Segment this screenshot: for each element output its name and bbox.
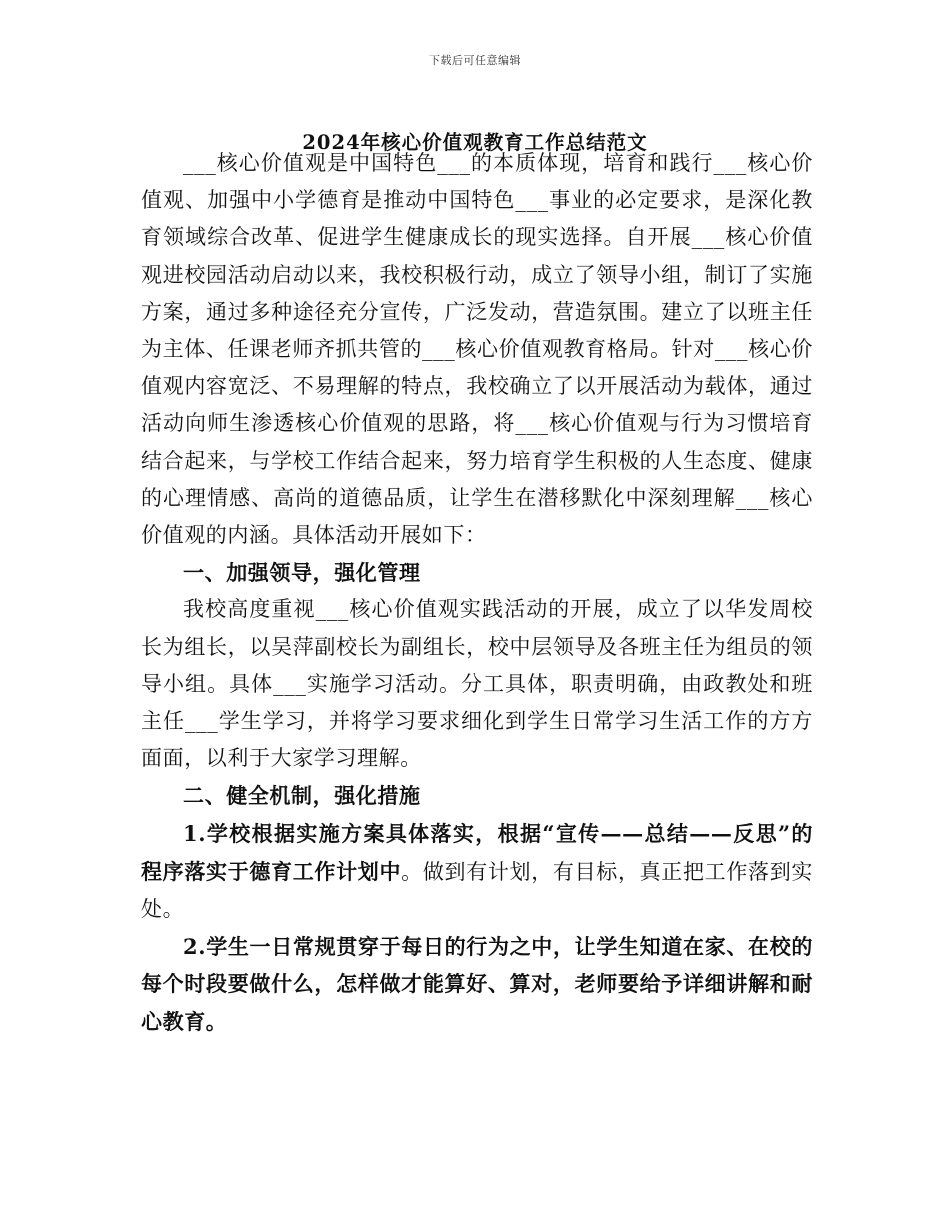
section2-item1 [141,815,813,929]
intro-paragraph: ___核心价值观是中国特色___的本质体现，培育和践行___核心价值观、加强中小学德育是推动中国特色___事业的必定要求，是深化教育领域综合改革、促进学生健康成长的现实选择。自开展___核心价值观进校园活动启动以来，我校积极行动，成立了领导小组，制订了实施方案，通过多种途径充分宣传，广泛发动，营造氛围。建立了以班主任为主体、任课老师齐抓共管的___核心价值观教育格局。针对___核心价值观内容宽泛、不易理解的特点，我校确立了以开展活动为载体，通过活动向师生渗透核心价值观的思路，将___核心价值观与行为习惯培育结合起来，与学校工作结合起来，努力培育学生积极的人生态度、健康的心理情感、高尚的道德品质，让学生在潜移默化中深刻理解___核心价值观的内涵。具体活动开展如下： [141,151,813,548]
section2-item1-lead: 1.学校根据实施方案具体落实，根据“宣传——总结——反思”的程序落实于德育工作计划中 [141,820,813,884]
section1-heading: 一、加强领导，强化管理 [183,560,421,586]
document-body [141,145,813,1040]
section1-paragraph: 我校高度重视___核心价值观实践活动的开展，成立了以华发周校长为组长，以吴萍副校长为副组长，校中层领导及各班主任为组员的领导小组。具体___实施学习活动。分工具体，职责明确，由政教处和班主任___学生学习，并将学习要求细化到学生日常学习生活工作的方方面面，以利于大家学习理解。 [141,597,813,771]
section2-item2: 2.学生一日常规贯穿于每日的行为之中，让学生知道在家、在校的每个时段要做什么，怎样做才能算好、算对，老师要给予详细讲解和耐心教育。 [141,934,813,1034]
header-note: 下载后可任意编辑 [429,54,521,67]
section2-heading: 二、健全机制，强化措施 [183,783,421,809]
section2-item1-rest: 。做到有计划，有目标，真正把工作落到实处。 [141,859,813,922]
document-title: 2024年核心价值观教育工作总结范文 [302,131,648,154]
